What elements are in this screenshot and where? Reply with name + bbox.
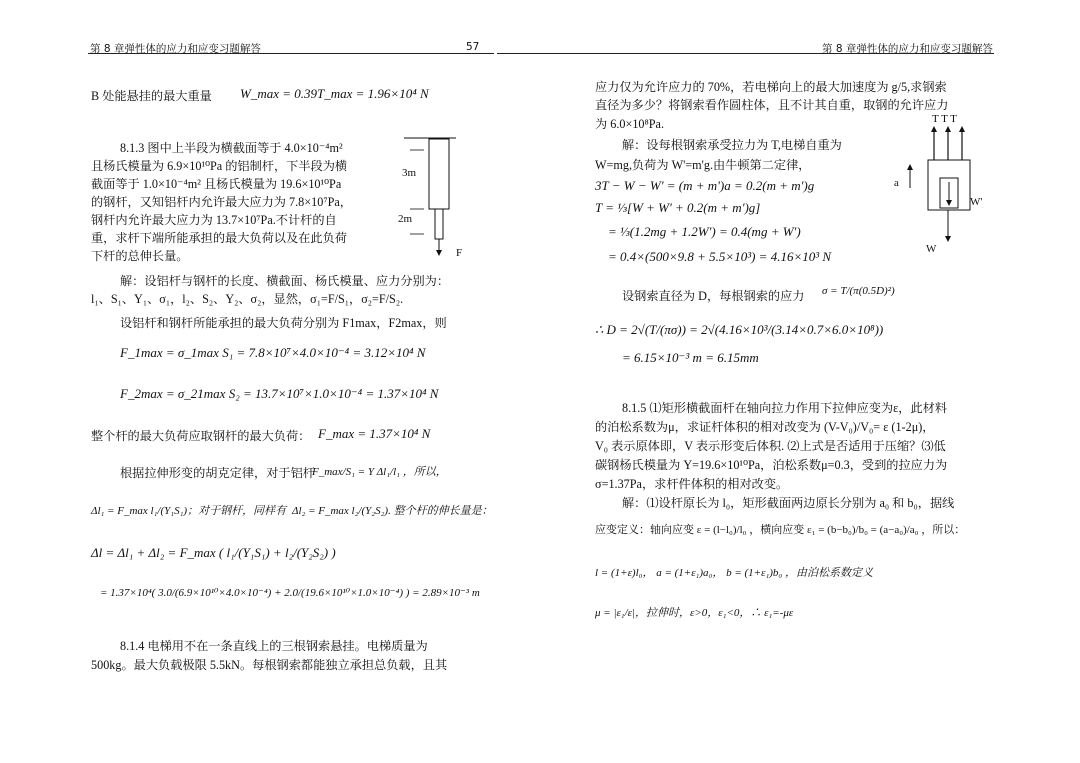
problem-8-1-5-line: 的泊松系数为μ，求证杆体积的相对改变为 (V-V₀)/V₀= ε (1-2μ)， [595, 420, 935, 434]
force-arrow-head [436, 250, 442, 256]
page-number: 57 [466, 41, 480, 53]
problem-8-1-3-line: 钢杆内允许最大应力为 13.7×10⁷Pa.不计杆的自 [91, 213, 337, 227]
problem-8-1-5-line: 碳钢杨氏模量为 Y=19.6×10¹⁰Pa，泊松系数μ=0.3，受到的拉应力为 [595, 458, 948, 472]
force-label: F [456, 247, 463, 259]
aluminum-rod [429, 139, 449, 209]
right-line: 为 6.0×10⁸Pa. [595, 117, 665, 131]
problem-8-1-3-line: 下杆的总伸长量。 [91, 249, 189, 263]
solution-line: 整个杆的最大负荷应取钢杆的最大负荷： [91, 429, 311, 443]
solution-line: l₁、S₁、Y₁、σ₁，l₂、S₂、Y₂、σ₂，显然，σ₁=F/S₁，σ₂=F/S₂. [91, 292, 404, 306]
tension-equation: T = ⅓[W + W' + 0.2(m + m')g] [595, 200, 761, 215]
problem-8-1-3-line: 截面等于 1.0×10⁻⁴m² 且杨氏模量为 19.6×10¹⁰Pa [91, 177, 342, 191]
problem-8-1-5-line: 8.1.5 ⑴矩形横截面杆在轴向拉力作用下拉伸应变为ε，此材料 [622, 401, 948, 415]
rod-figure [396, 134, 496, 264]
diameter-equation: ∴ D = 2√(T/(πσ)) = 2√(4.16×10³/(3.14×0.7×6.0×10⁸)) [595, 322, 884, 337]
problem-8-1-3-line: 的钢杆，又知铝杆内允许最大应力为 7.8×10⁷Pa， [91, 195, 352, 209]
tension-equation-step: = ⅓(1.2mg + 1.2W') = 0.4(mg + W') [608, 224, 801, 239]
diameter-result: = 6.15×10⁻³ m = 6.15mm [622, 350, 759, 365]
delta-l-equation: Δl = Δl₁ + Δl₂ = F_max ( l₁/(Y₁S₁) + l₂/(Y₂S₂) ) [91, 545, 336, 560]
header-rule-right [497, 53, 994, 54]
header-right-title: 第 8 章弹性体的应力和应变习题解答 [822, 43, 993, 55]
a-label: a [894, 177, 899, 189]
newton-equation: 3T − W − W' = (m + m')a = 0.2(m + m')g [595, 178, 815, 193]
problem-8-1-5-line: 解：⑴设杆原长为 l₀，矩形截面两边原长分别为 a₀ 和 b₀，据线 [622, 496, 955, 510]
problem-8-1-4-line: 500kg。最大负载极限 5.5kN。每根钢索都能独立承担总负载，且其 [91, 658, 448, 672]
right-line: 直径为多少？将钢索看作圆柱体，且不计其自重，取钢的允许应力 [595, 98, 949, 112]
header-left-title: 第 8 章弹性体的应力和应变习题解答 [90, 43, 261, 55]
right-line: 应力仅为允许应力的 70%，若电梯向上的最大加速度为 g/5,求钢索 [595, 80, 947, 94]
problem-8-1-3-line: 重，求杆下端所能承担的最大负荷以及在此负荷 [91, 231, 347, 245]
delta-l-result-equation: = 1.37×10⁴( 3.0/(6.9×10¹⁰×4.0×10⁻⁴) + 2.0/(19.6×10¹⁰×1.0×10⁻⁴) ) = 2.89×10⁻³ m [100, 587, 480, 599]
strain-definition: 应变定义：轴向应变 ε = (l−l₀)/l₀ ，横向应变 ε₁ = (b−b₀)/b₀ = (a−a₀)/a₀ ，所以： [595, 524, 966, 536]
dimensions-equation: l = (1+ε)l₀， a = (1+ε₁)a₀， b = (1+ε₁)b₀ ，由泊松系数定义 [595, 567, 874, 579]
problem-8-1-3-line: 8.1.3 图中上半段为横截面等于 4.0×10⁻⁴m² [120, 141, 343, 155]
lower-length-label: 2m [398, 213, 413, 225]
delta-l1-equation: Δl₁ = F_max l₁/(Y₁S₁)；对于钢杆，同样有 [91, 505, 287, 517]
problem-8-1-3-line: 且杨氏模量为 6.9×10¹⁰Pa 的铝制杆，下半段为横 [91, 159, 348, 173]
solution-line: 设铝杆和钢杆所能承担的最大负荷分别为 F1max，F2max，则 [120, 316, 447, 330]
header-rule-left [88, 53, 494, 54]
hooke-equation: F_max/S₁ = Y Δl₁/l₁ ，所以， [312, 466, 447, 478]
left-equation: W_max = 0.39T_max = 1.96×10⁴ N [240, 86, 429, 101]
elevator-figure [880, 110, 990, 260]
right-line: 解：设每根钢索承受拉力为 T,电梯自重为 [622, 138, 842, 152]
solution-line: 解：设铝杆与钢杆的长度、横截面、杨氏模量、应力分别为： [120, 274, 450, 288]
fmax-equation: F_max = 1.37×10⁴ N [318, 426, 431, 441]
w-label: W [926, 243, 937, 255]
f1max-equation: F_1max = σ_1max S₁ = 7.8×10⁷×4.0×10⁻⁴ = 3.12×10⁴ N [120, 345, 426, 360]
problem-8-1-5-line: V₀ 表示原体即，V 表示形变后体积. ⑵上式是否适用于压缩？⑶低 [595, 439, 946, 453]
right-line: W=mg,负荷为 W'=m'g.由牛顿第二定律， [595, 158, 811, 172]
f2max-equation: F_2max = σ_21max S₂ = 13.7×10⁷×1.0×10⁻⁴ = 1.37×10⁴ N [120, 386, 439, 401]
steel-rod [435, 209, 443, 239]
problem-8-1-4-line: 8.1.4 电梯用不在一条直线上的三根钢索悬挂。电梯质量为 [120, 639, 428, 653]
stress-equation: σ = T/(π(0.5D)²) [822, 285, 895, 297]
solution-line: 根据拉伸形变的胡克定律，对于铝杆 [120, 466, 315, 480]
w-prime-label: W' [970, 196, 983, 208]
poisson-equation: μ = |ε₁/ε|，拉伸时，ε>0，ε₁<0，∴ ε₁=-με [595, 607, 794, 619]
ttt-label: T T T [932, 113, 957, 125]
problem-8-1-5-line: σ=1.37Pa，求杆件体积的相对改变。 [595, 477, 789, 491]
delta-l2-equation: Δl₂ = F_max l₂/(Y₂S₂). 整个杆的伸长量是： [292, 505, 493, 517]
left-line: B 处能悬挂的最大重量 [91, 89, 212, 103]
upper-length-label: 3m [402, 167, 417, 179]
tension-result: = 0.4×(500×9.8 + 5.5×10³) = 4.16×10³ N [608, 249, 832, 264]
right-line: 设钢索直径为 D，每根钢索的应力 [622, 289, 805, 303]
